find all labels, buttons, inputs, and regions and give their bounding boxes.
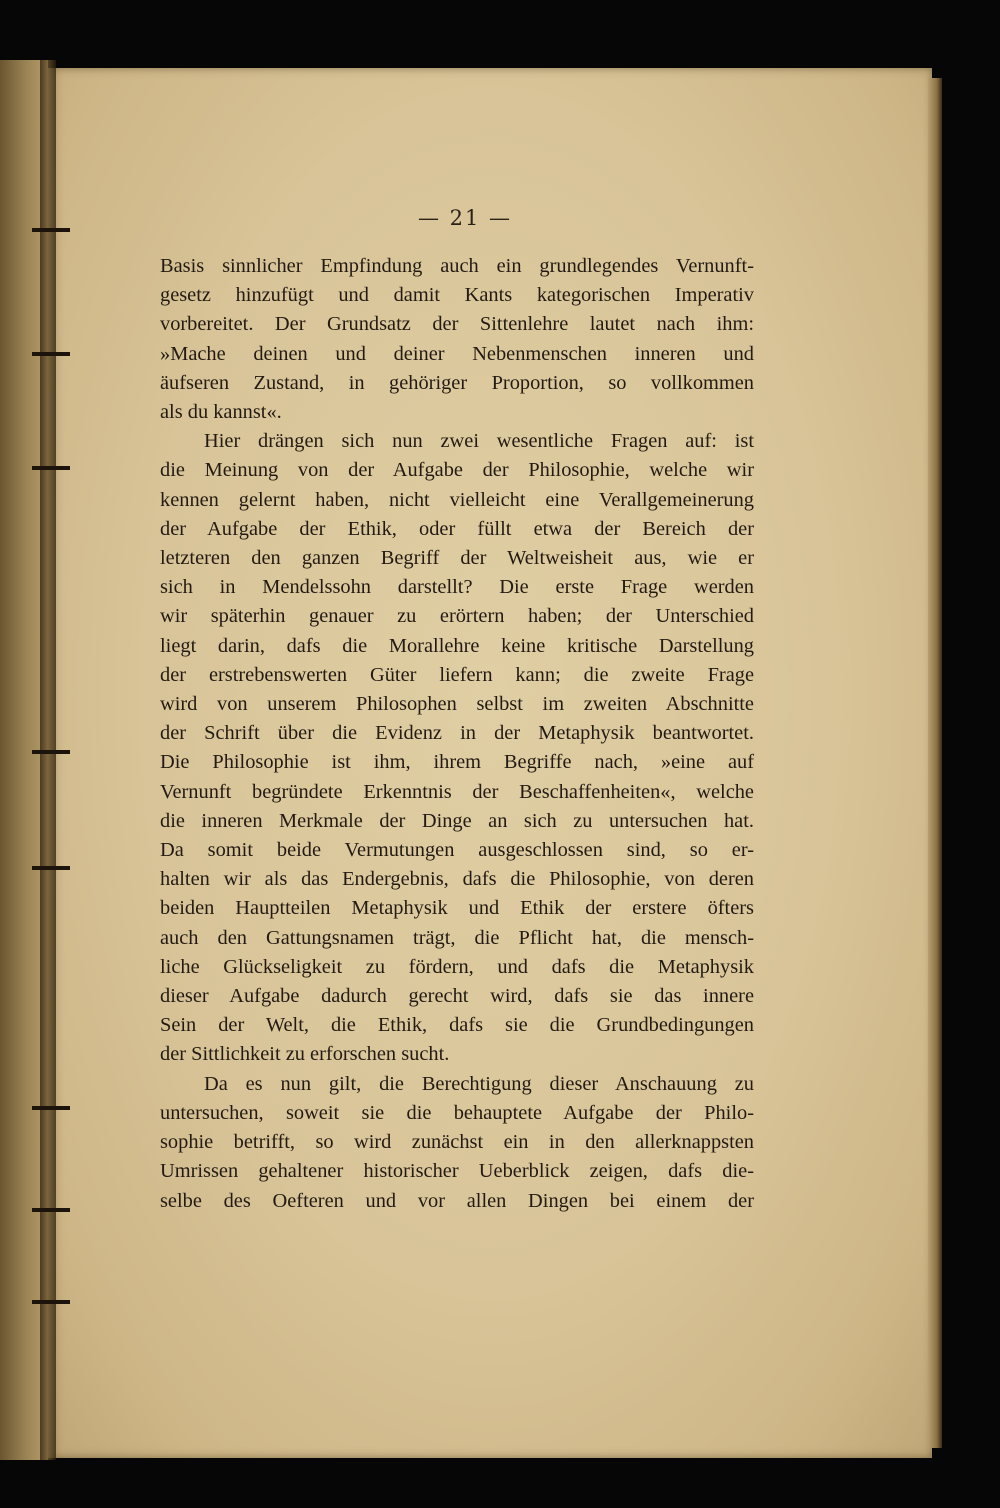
text-line: letzteren den ganzen Begriff der Weltweisheit aus, wie er — [160, 547, 754, 570]
binding-stitch — [32, 1106, 70, 1110]
binding-stitch — [32, 750, 70, 754]
body-text — [160, 252, 754, 1216]
text-line: die Meinung von der Aufgabe der Philosophie, welche wir — [160, 459, 754, 482]
text-line: Da es nun gilt, die Berechtigung dieser Anschauung zu — [204, 1072, 754, 1095]
text-line: Die Philosophie ist ihm, ihrem Begriffe nach, »eine auf — [160, 751, 754, 774]
text-line: Sein der Welt, die Ethik, dafs sie die Grundbedingungen — [160, 1014, 754, 1037]
text-line: wir späterhin genauer zu erörtern haben; der Unterschied — [160, 605, 754, 628]
text-line: wird von unserem Philosophen selbst im zweiten Abschnitte — [160, 693, 754, 716]
text-line: liegt darin, dafs die Morallehre keine kritische Darstellung — [160, 634, 754, 657]
text-line: sich in Mendelssohn darstellt? Die erste Frage werden — [160, 576, 754, 599]
text-line: der Sittlichkeit zu erforschen sucht. — [160, 1043, 450, 1066]
text-line: kennen gelernt haben, nicht vielleicht eine Verallgemeinerung — [160, 488, 754, 511]
text-line: gesetz hinzufügt und damit Kants kategorischen Imperativ — [160, 284, 754, 307]
text-line: liche Glückseligkeit zu fördern, und dafs die Metaphysik — [160, 955, 754, 978]
text-line: »Mache deinen und deiner Nebenmenschen inneren und — [160, 342, 754, 365]
text-line: halten wir als das Endergebnis, dafs die Philosophie, von deren — [160, 868, 754, 891]
binding-stitch — [32, 866, 70, 870]
text-line: untersuchen, soweit sie die behauptete Aufgabe der Philo- — [160, 1101, 754, 1124]
text-line: beiden Hauptteilen Metaphysik und Ethik der erstere öfters — [160, 897, 754, 920]
binding-stitch — [32, 352, 70, 356]
paragraph-3 — [160, 1070, 754, 1216]
binding-stitch — [32, 1208, 70, 1212]
text-line: sophie betrifft, so wird zunächst ein in den allerknappsten — [160, 1131, 754, 1154]
text-line: Vernunft begründete Erkenntnis der Beschaffenheiten«, welche — [160, 780, 754, 803]
text-line: die inneren Merkmale der Dinge an sich zu untersuchen hat. — [160, 809, 754, 832]
book-binding — [40, 60, 56, 1460]
text-line: dieser Aufgabe dadurch gerecht wird, dafs sie das innere — [160, 985, 754, 1008]
text-line: Basis sinnlicher Empfindung auch ein grundlegendes Vernunft- — [160, 255, 754, 277]
text-line: der Aufgabe der Ethik, oder füllt etwa der Bereich der — [160, 517, 754, 540]
text-line: als du kannst«. — [160, 401, 282, 424]
paragraph-1 — [160, 252, 754, 427]
text-line: auch den Gattungsnamen trägt, die Pflicht hat, die mensch- — [160, 926, 754, 949]
text-line: der Schrift über die Evidenz in der Metaphysik beantwortet. — [160, 722, 754, 745]
text-line: selbe des Oefteren und vor allen Dingen bei einem der — [160, 1189, 754, 1212]
paragraph-2 — [160, 427, 754, 1069]
text-line: äufseren Zustand, in gehöriger Proportion, so vollkommen — [160, 371, 754, 394]
text-line: Hier drängen sich nun zwei wesentliche Fragen auf: ist — [204, 430, 754, 453]
text-line: der erstrebenswerten Güter liefern kann; die zweite Frage — [160, 663, 754, 686]
text-line: Umrissen gehaltener historischer Ueberblick zeigen, dafs die- — [160, 1160, 754, 1183]
page-number: — 21 — — [417, 206, 513, 230]
binding-stitch — [32, 466, 70, 470]
text-line: Da somit beide Vermutungen ausgeschlossen sind, so er- — [160, 839, 754, 862]
binding-stitch — [32, 1300, 70, 1304]
text-line: vorbereitet. Der Grundsatz der Sittenlehre lautet nach ihm: — [160, 313, 754, 336]
page-fore-edge — [928, 78, 942, 1448]
